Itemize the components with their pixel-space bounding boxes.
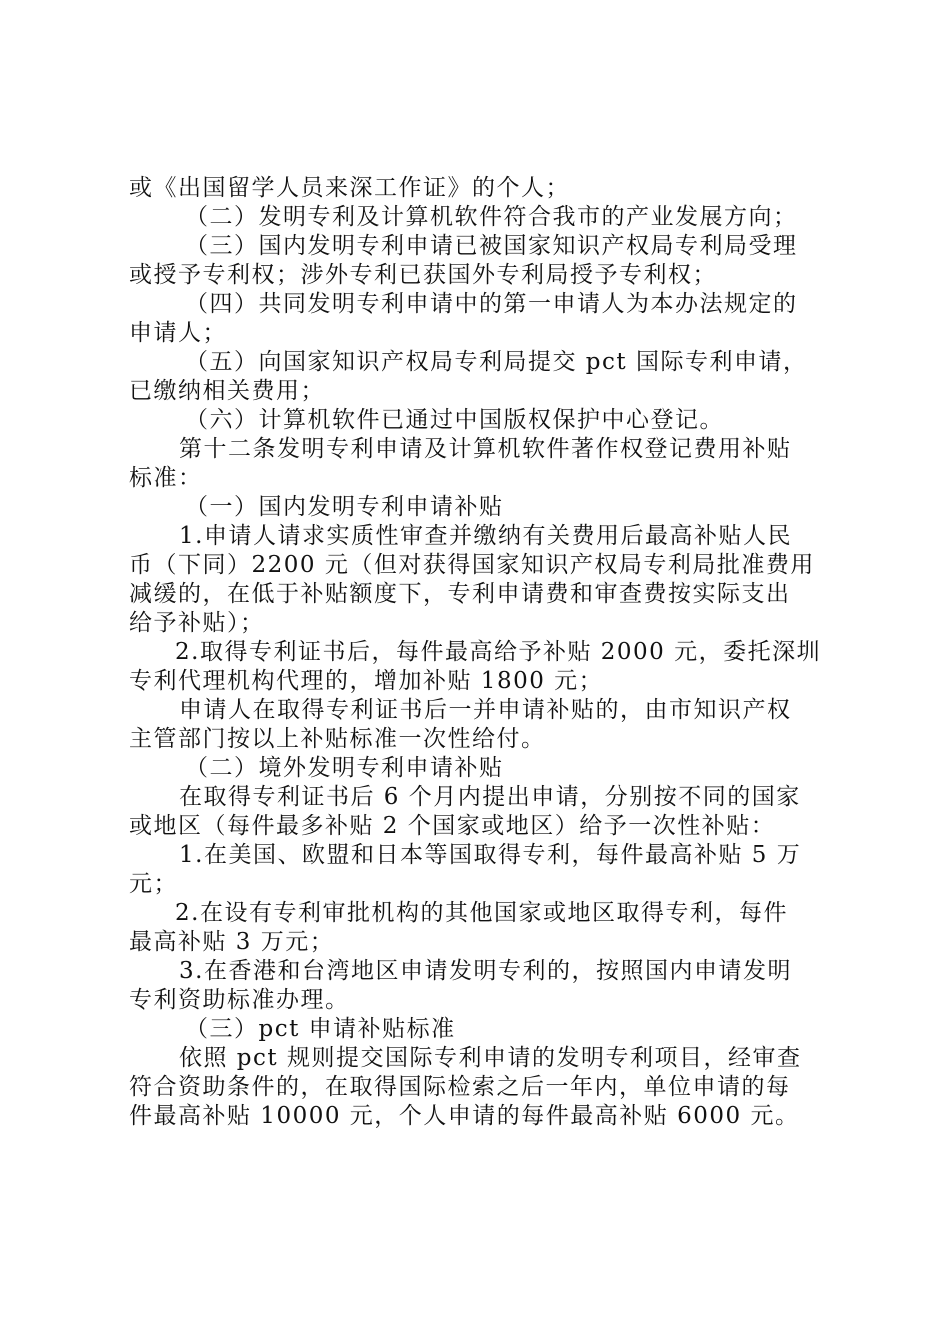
text-line: 依照 pct 规则提交国际专利申请的发明专利项目，经审查 [179,1045,802,1071]
text-line: （二）境外发明专利申请补贴 [185,755,504,781]
text-line: 符合资助条件的，在取得国际检索之后一年内，单位申请的每 [129,1074,791,1100]
text-line: 元； [129,871,178,897]
text-line: 已缴纳相关费用； [129,378,325,404]
text-line: 2.在设有专利审批机构的其他国家或地区取得专利，每件 [175,900,788,926]
text-line: （四）共同发明专利申请中的第一申请人为本办法规定的 [185,291,798,317]
text-line: 减缓的，在低于补贴额度下，专利申请费和审查费按实际支出 [129,581,791,607]
text-line: （三）国内发明专利申请已被国家知识产权局专利局受理 [185,233,798,259]
text-line: 申请人； [129,320,227,346]
text-line: （六）计算机软件已通过中国版权保护中心登记。 [185,407,724,433]
text-line: （三）pct 申请补贴标准 [185,1016,456,1042]
text-line: 给予补贴）； [129,610,265,636]
text-line: 3.在香港和台湾地区申请发明专利的，按照国内申请发明 [179,958,792,984]
text-line: 或《出国留学人员来深工作证》的个人； [129,175,570,201]
text-line: 标准： [129,465,203,491]
text-line: 或地区（每件最多补贴 2 个国家或地区）给予一次性补贴： [129,813,776,839]
text-line: 申请人在取得专利证书后一并申请补贴的，由市知识产权 [179,697,792,723]
document-body [129,174,834,1131]
text-line: 币（下同）2200 元（但对获得国家知识产权局专利局批准费用 [129,552,815,578]
text-line: 专利代理机构代理的，增加补贴 1800 元； [129,668,604,694]
text-line: 1.在美国、欧盟和日本等国取得专利，每件最高补贴 5 万 [179,842,802,868]
text-line: （二）发明专利及计算机软件符合我市的产业发展方向； [185,204,798,230]
text-line: 在取得专利证书后 6 个月内提出申请，分别按不同的国家 [179,784,801,810]
text-line: 专利资助标准办理。 [129,987,350,1013]
text-line: （一）国内发明专利申请补贴 [185,494,504,520]
text-line: 1.申请人请求实质性审查并缴纳有关费用后最高补贴人民 [179,523,792,549]
text-line: 或授予专利权；涉外专利已获国外专利局授予专利权； [129,262,717,288]
text-line: 第十二条发明专利申请及计算机软件著作权登记费用补贴 [179,436,792,462]
text-line: 最高补贴 3 万元； [129,929,335,955]
text-line: 件最高补贴 10000 元，个人申请的每件最高补贴 6000 元。 [129,1103,800,1129]
text-line: 主管部门按以上补贴标准一次性给付。 [129,726,546,752]
text-line: 2.取得专利证书后，每件最高给予补贴 2000 元，委托深圳 [175,639,822,665]
text-line: （五）向国家知识产权局专利局提交 pct 国际专利申请， [185,349,808,375]
